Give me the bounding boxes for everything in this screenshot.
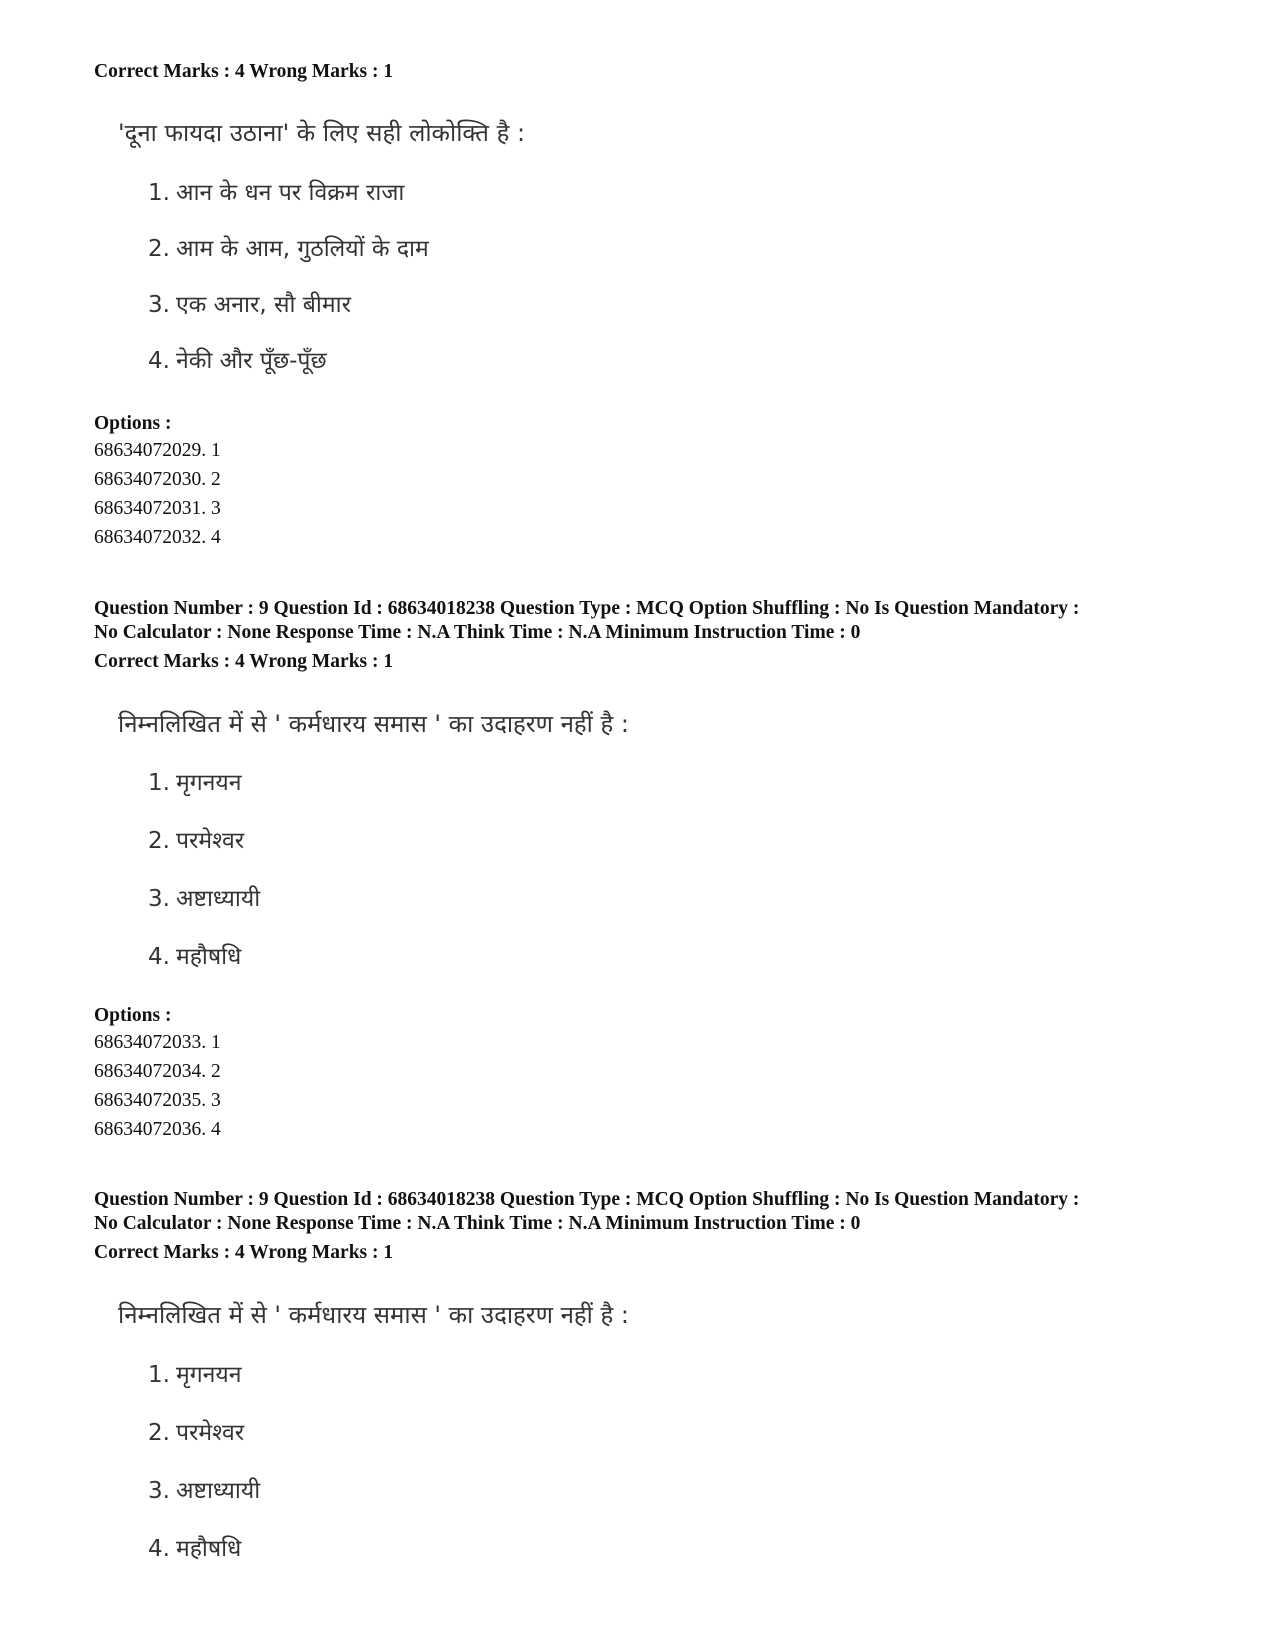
option-id-line: 68634072031. 3: [94, 498, 221, 519]
choice-text: आन के धन पर विक्रम राजा: [175, 180, 405, 206]
choice-text: महौषधि: [175, 1536, 242, 1562]
choice-number: 1.: [148, 1362, 170, 1388]
choice-item: [148, 1415, 244, 1447]
choice-text: एक अनार, सौ बीमार: [175, 292, 351, 318]
choice-text: मृगनयन: [175, 1362, 242, 1388]
question-header-line: Question Number : 9 Question Id : 68634018238 Question Type : MCQ Option Shuffling : No Is Question Mandatory :: [94, 598, 1080, 619]
marks-line: Correct Marks : 4 Wrong Marks : 1: [94, 1242, 394, 1263]
options-list: [94, 1028, 221, 1144]
choice-number: 4.: [148, 348, 170, 374]
choice-item: [148, 1357, 242, 1389]
option-id-line: 68634072033. 1: [94, 1032, 221, 1053]
choice-number: 4.: [148, 944, 170, 970]
choice-item: [148, 287, 351, 319]
question-header-line: No Calculator : None Response Time : N.A Think Time : N.A Minimum Instruction Time : 0: [94, 1213, 861, 1234]
choice-number: 3.: [148, 886, 170, 912]
options-label: Options :: [94, 1005, 172, 1026]
options-label: Options :: [94, 413, 172, 434]
choice-item: [148, 231, 429, 263]
option-id-line: 68634072035. 3: [94, 1090, 221, 1111]
choice-item: [148, 175, 404, 207]
choice-text: महौषधि: [175, 944, 242, 970]
option-id-line: 68634072029. 1: [94, 440, 221, 461]
question-text: निम्नलिखित में से ' कर्मधारय समास ' का उदाहरण नहीं है :: [118, 710, 629, 738]
choice-text: मृगनयन: [175, 770, 242, 796]
choice-item: [148, 823, 244, 855]
marks-line: Correct Marks : 4 Wrong Marks : 1: [94, 61, 394, 82]
choice-item: [148, 1473, 260, 1505]
choice-item: [148, 343, 327, 375]
choice-number: 3.: [148, 1478, 170, 1504]
question-header: [94, 597, 1079, 645]
choice-number: 2.: [148, 236, 170, 262]
choice-number: 1.: [148, 180, 170, 206]
question-header-line: Question Number : 9 Question Id : 68634018238 Question Type : MCQ Option Shuffling : No Is Question Mandatory :: [94, 1189, 1080, 1210]
option-id-line: 68634072030. 2: [94, 469, 221, 490]
question-text: निम्नलिखित में से ' कर्मधारय समास ' का उदाहरण नहीं है :: [118, 1301, 629, 1329]
choice-item: [148, 1531, 241, 1563]
choice-number: 3.: [148, 292, 170, 318]
choice-number: 1.: [148, 770, 170, 796]
choice-text: नेकी और पूँछ-पूँछ: [175, 348, 327, 374]
options-list: [94, 436, 221, 552]
marks-line: Correct Marks : 4 Wrong Marks : 1: [94, 651, 394, 672]
question-header: [94, 1188, 1079, 1236]
question-text: 'दूना फायदा उठाना' के लिए सही लोकोक्ति है :: [118, 119, 526, 147]
option-id-line: 68634072034. 2: [94, 1061, 221, 1082]
choice-item: [148, 939, 241, 971]
option-id-line: 68634072032. 4: [94, 527, 221, 548]
choice-text: आम के आम, गुठलियों के दाम: [175, 236, 429, 262]
choice-item: [148, 765, 242, 797]
question-header-line: No Calculator : None Response Time : N.A Think Time : N.A Minimum Instruction Time : 0: [94, 622, 861, 643]
choice-text: अष्टाध्यायी: [175, 886, 261, 912]
choice-number: 2.: [148, 828, 170, 854]
choice-item: [148, 881, 260, 913]
choice-text: अष्टाध्यायी: [175, 1478, 261, 1504]
choice-number: 2.: [148, 1420, 170, 1446]
option-id-line: 68634072036. 4: [94, 1119, 221, 1140]
choice-text: परमेश्वर: [175, 828, 245, 854]
choice-number: 4.: [148, 1536, 170, 1562]
choice-text: परमेश्वर: [175, 1420, 245, 1446]
